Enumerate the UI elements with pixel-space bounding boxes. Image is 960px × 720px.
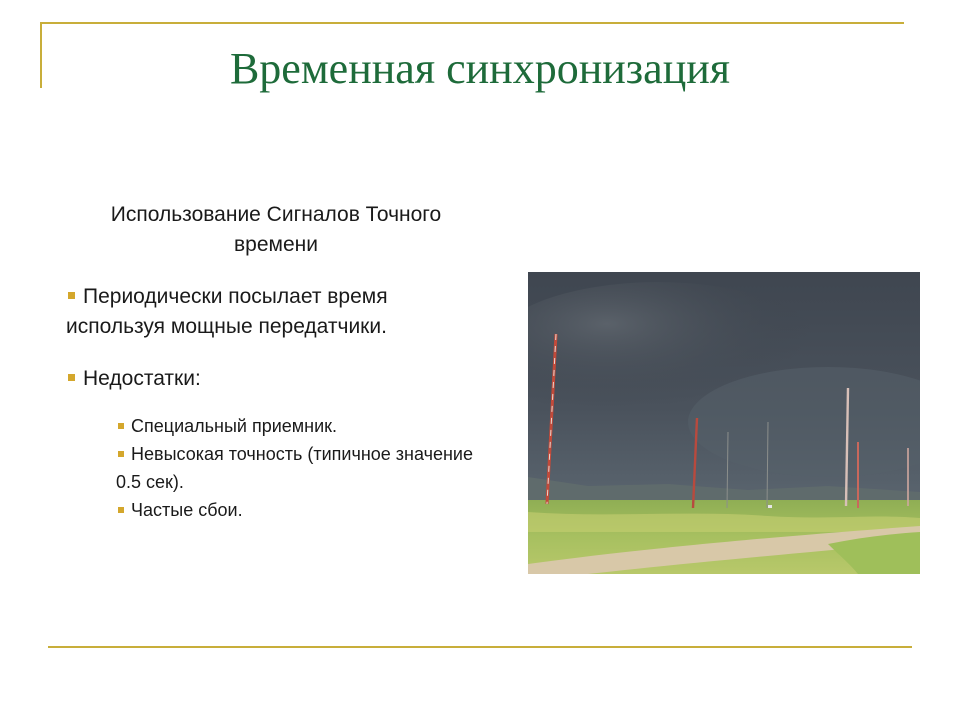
bullet-periodic-transmission: [66, 282, 486, 342]
square-bullet-icon: [118, 507, 124, 513]
slide-title: Временная синхронизация: [229, 44, 731, 93]
sub-bullet-special-receiver: [116, 412, 496, 440]
sub-bullet-low-accuracy: [116, 440, 496, 496]
square-bullet-icon: [68, 374, 75, 381]
bullet-drawbacks: [66, 364, 486, 394]
square-bullet-icon: [118, 451, 124, 457]
frame-top-line: [40, 22, 904, 24]
bullet-text: Недостатки:: [83, 367, 201, 390]
bullet-text: Периодически посылает время используя мощные передатчики.: [66, 285, 388, 338]
sub-bullet-text: Частые сбои.: [131, 500, 243, 520]
drawbacks-list: [116, 412, 506, 524]
frame-bottom-line: [48, 646, 912, 648]
sub-bullet-frequent-failures: [116, 496, 496, 524]
square-bullet-icon: [118, 423, 124, 429]
intro-text: Использование Сигналов Точного времени: [110, 203, 442, 256]
transmitter-masts-photo: [528, 272, 920, 574]
square-bullet-icon: [68, 292, 75, 299]
sub-bullet-text: Невысокая точность (типичное значение 0.5 сек).: [116, 444, 473, 492]
slide-content: [66, 200, 506, 524]
sub-bullet-text: Специальный приемник.: [131, 416, 338, 436]
